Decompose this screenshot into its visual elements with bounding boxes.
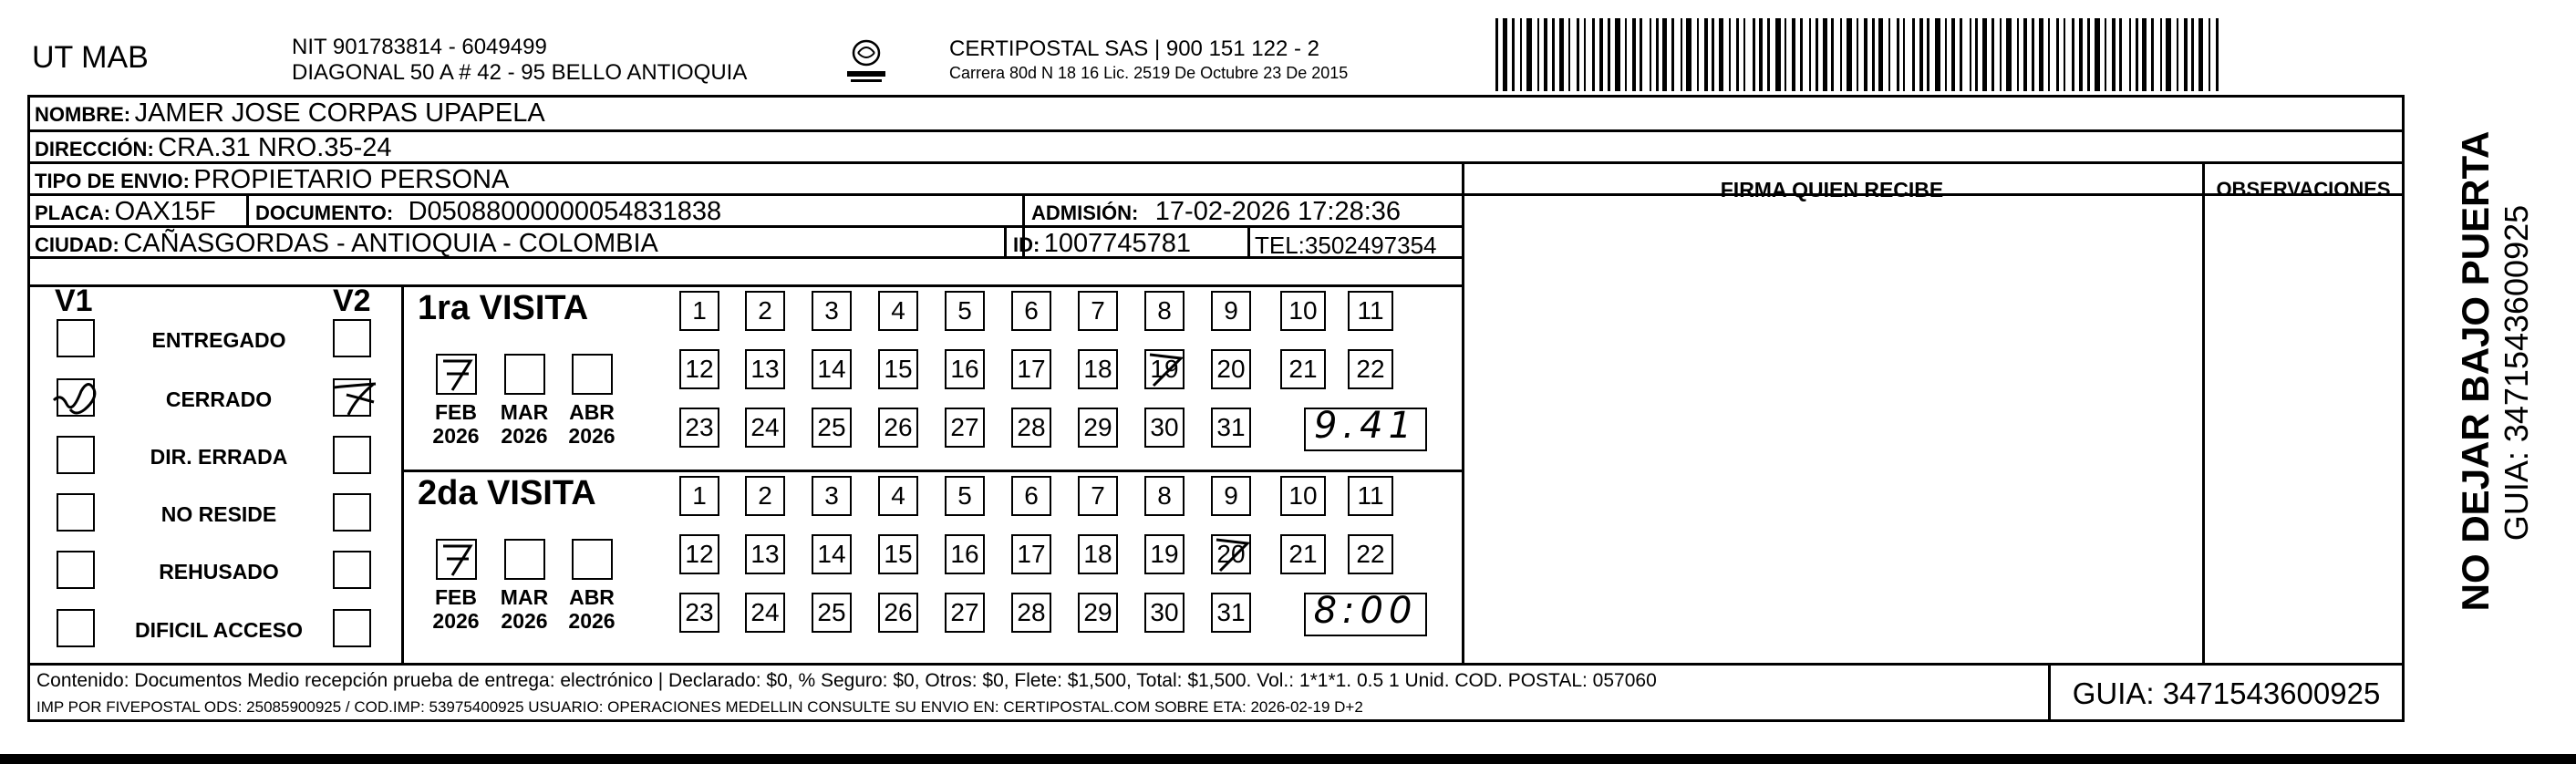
visit1-day-3[interactable]: 3 <box>812 291 852 331</box>
visit1-month-label-mar: MAR <box>500 400 549 424</box>
side-text-block <box>2407 91 2535 638</box>
visit2-day-7[interactable]: 7 <box>1078 476 1118 516</box>
visit2-month-box-abr[interactable] <box>572 539 613 580</box>
direccion-row <box>35 133 392 163</box>
visit2-day-10[interactable]: 10 <box>1280 476 1326 516</box>
ciudad-label: CIUDAD: <box>35 233 119 256</box>
status-label-dir-errada: DIR. ERRADA <box>150 445 288 469</box>
footer-content: Contenido: Documentos Medio recepción prueba de entrega: electrónico | Declarado: $0, % Seguro: $0, Otros: $0, Flete: $1,500, Total: $1,500. Vol.: 1*1*1. 0.5 1 Unid. COD. POSTAL: 057060 <box>36 670 1657 691</box>
status-label-cerrado: CERRADO <box>165 387 273 411</box>
documento-value: D05088000000054831838 <box>408 197 722 226</box>
v2-checkbox-dificil-acceso[interactable] <box>333 609 371 647</box>
visit1-day-17[interactable]: 17 <box>1011 349 1051 389</box>
visit1-month-box-mar[interactable] <box>504 354 545 395</box>
visit2-day-4[interactable]: 4 <box>878 476 918 516</box>
visit1-day-23[interactable]: 23 <box>679 408 719 448</box>
visit-title-2: 2da VISITA <box>418 474 596 512</box>
footer-guia: GUIA: 3471543600925 <box>2072 676 2381 710</box>
visit2-month-box-mar[interactable] <box>504 539 545 580</box>
admision-row <box>1031 197 1401 227</box>
visit1-day-4[interactable]: 4 <box>878 291 918 331</box>
no-dejar-bajo-puerta: NO DEJAR BAJO PUERTA <box>2454 130 2497 612</box>
visit1-day-28[interactable]: 28 <box>1011 408 1051 448</box>
status-label-rehusado: REHUSADO <box>159 560 279 583</box>
visit1-day-16[interactable]: 16 <box>945 349 985 389</box>
v1-handwritten-check <box>50 373 105 438</box>
visit2-month-mark <box>438 539 476 583</box>
visit1-year-label-mar: 2026 <box>501 424 548 448</box>
visit1-day-9[interactable]: 9 <box>1211 291 1251 331</box>
visit1-day-1[interactable]: 1 <box>679 291 719 331</box>
visit1-day-18[interactable]: 18 <box>1078 349 1118 389</box>
visit1-day-24[interactable]: 24 <box>745 408 785 448</box>
visit2-day-1[interactable]: 1 <box>679 476 719 516</box>
visit2-day-19[interactable]: 19 <box>1144 534 1185 574</box>
visit1-day-15[interactable]: 15 <box>878 349 918 389</box>
visit2-day-11[interactable]: 11 <box>1348 476 1393 516</box>
certipostal-logo <box>834 35 898 89</box>
visit1-month-box-abr[interactable] <box>572 354 613 395</box>
visit2-day-21[interactable]: 21 <box>1280 534 1326 574</box>
visit2-day-24[interactable]: 24 <box>745 593 785 633</box>
visit2-day-13[interactable]: 13 <box>745 534 785 574</box>
visit2-day-20[interactable]: 20 <box>1211 534 1251 574</box>
visit1-year-label-abr: 2026 <box>568 424 616 448</box>
visit2-day-27[interactable]: 27 <box>945 593 985 633</box>
id-label: ID: <box>1013 233 1040 256</box>
placa-row <box>35 197 216 227</box>
visit1-day-13[interactable]: 13 <box>745 349 785 389</box>
visit1-time-value: 9.41 <box>1313 405 1418 447</box>
ciudad-row <box>35 229 658 259</box>
visit2-year-label-mar: 2026 <box>501 609 548 633</box>
nombre-row <box>35 98 545 129</box>
visit2-day-2[interactable]: 2 <box>745 476 785 516</box>
visit1-year-label-feb: 2026 <box>432 424 480 448</box>
visit2-day-9[interactable]: 9 <box>1211 476 1251 516</box>
v1-checkbox-dir-errada[interactable] <box>57 436 95 474</box>
visit2-month-label-abr: ABR <box>569 585 615 609</box>
visit2-day-29[interactable]: 29 <box>1078 593 1118 633</box>
visit1-day-30[interactable]: 30 <box>1144 408 1185 448</box>
visit2-day-16[interactable]: 16 <box>945 534 985 574</box>
visit-title-1: 1ra VISITA <box>418 289 589 327</box>
v2-checkbox-rehusado[interactable] <box>333 551 371 589</box>
firma-header: FIRMA QUIEN RECIBE <box>1720 178 1944 201</box>
visit1-day-21[interactable]: 21 <box>1280 349 1326 389</box>
v2-checkbox-entregado[interactable] <box>333 319 371 357</box>
visit1-month-label-abr: ABR <box>569 400 615 424</box>
tipo-row <box>35 165 509 195</box>
ciudad-value: CAÑASGORDAS - ANTIOQUIA - COLOMBIA <box>123 229 658 258</box>
visit2-day-25[interactable]: 25 <box>812 593 852 633</box>
tipo-label: TIPO DE ENVIO: <box>35 170 190 192</box>
tipo-value: PROPIETARIO PERSONA <box>193 165 510 194</box>
visit2-day-mark <box>1213 534 1251 578</box>
visit1-day-5[interactable]: 5 <box>945 291 985 331</box>
visit1-day-26[interactable]: 26 <box>878 408 918 448</box>
visit1-day-7[interactable]: 7 <box>1078 291 1118 331</box>
v2-label: V2 <box>333 284 371 318</box>
visit2-year-label-feb: 2026 <box>432 609 480 633</box>
visit2-day-26[interactable]: 26 <box>878 593 918 633</box>
v1-checkbox-entregado[interactable] <box>57 319 95 357</box>
company-address: DIAGONAL 50 A # 42 - 95 BELLO ANTIOQUIA <box>292 60 748 85</box>
tel-value: TEL:3502497354 <box>1255 232 1437 259</box>
certipostal-title: CERTIPOSTAL SAS | 900 151 122 - 2 <box>949 36 1319 61</box>
visit1-day-11[interactable]: 11 <box>1348 291 1393 331</box>
placa-value: OAX15F <box>114 197 216 226</box>
v1-checkbox-dificil-acceso[interactable] <box>57 609 95 647</box>
visit1-day-19[interactable]: 19 <box>1144 349 1185 389</box>
v1-checkbox-rehusado[interactable] <box>57 551 95 589</box>
visit2-month-label-feb: FEB <box>435 585 477 609</box>
visit1-month-label-feb: FEB <box>435 400 477 424</box>
id-row <box>1013 229 1191 259</box>
visit1-day-25[interactable]: 25 <box>812 408 852 448</box>
documento-row <box>255 197 721 227</box>
visit1-day-31[interactable]: 31 <box>1211 408 1251 448</box>
visit2-day-23[interactable]: 23 <box>679 593 719 633</box>
visit1-day-22[interactable]: 22 <box>1348 349 1393 389</box>
direccion-label: DIRECCIÓN: <box>35 138 154 160</box>
visit2-day-28[interactable]: 28 <box>1011 593 1051 633</box>
nombre-label: NOMBRE: <box>35 103 131 126</box>
visit2-year-label-abr: 2026 <box>568 609 616 633</box>
placa-label: PLACA: <box>35 201 111 224</box>
v2-checkbox-no-reside[interactable] <box>333 493 371 532</box>
documento-label: DOCUMENTO: <box>255 201 394 224</box>
company-nit: NIT 901783814 - 6049499 <box>292 35 547 59</box>
visit1-day-mark <box>1146 349 1185 393</box>
visit1-month-mark <box>438 354 476 397</box>
visit1-day-6[interactable]: 6 <box>1011 291 1051 331</box>
admision-value: 17-02-2026 17:28:36 <box>1154 197 1402 226</box>
visit2-day-8[interactable]: 8 <box>1144 476 1185 516</box>
visit2-day-6[interactable]: 6 <box>1011 476 1051 516</box>
certipostal-license: Carrera 80d N 18 16 Lic. 2519 De Octubre 23 De 2015 <box>949 64 1349 82</box>
status-label-dificil-acceso: DIFICIL ACCESO <box>134 618 303 642</box>
admision-label: ADMISIÓN: <box>1031 201 1139 224</box>
status-label-no-reside: NO RESIDE <box>160 502 277 526</box>
visit2-day-12[interactable]: 12 <box>679 534 719 574</box>
visit1-day-2[interactable]: 2 <box>745 291 785 331</box>
visit1-day-12[interactable]: 12 <box>679 349 719 389</box>
status-label-entregado: ENTREGADO <box>151 328 286 352</box>
visit1-day-20[interactable]: 20 <box>1211 349 1251 389</box>
footer-imp: IMP POR FIVEPOSTAL ODS: 25085900925 / COD.IMP: 53975400925 USUARIO: OPERACIONES MEDELLIN CONSULTE SU ENVIO EN: CERTIPOSTAL.COM SOBRE ETA: 2026-02-19 D+2 <box>36 698 1363 716</box>
barcode <box>1495 18 2225 91</box>
visit1-day-29[interactable]: 29 <box>1078 408 1118 448</box>
visit2-day-18[interactable]: 18 <box>1078 534 1118 574</box>
visit2-day-15[interactable]: 15 <box>878 534 918 574</box>
company-name: UT MAB <box>32 40 149 75</box>
v1-checkbox-no-reside[interactable] <box>57 493 95 532</box>
v1-label: V1 <box>55 284 93 318</box>
visit2-day-30[interactable]: 30 <box>1144 593 1185 633</box>
visit2-day-14[interactable]: 14 <box>812 534 852 574</box>
bottom-rule <box>0 754 2576 764</box>
v2-checkbox-dir-errada[interactable] <box>333 436 371 474</box>
visit2-day-17[interactable]: 17 <box>1011 534 1051 574</box>
visit2-day-5[interactable]: 5 <box>945 476 985 516</box>
observaciones-header: OBSERVACIONES <box>2216 178 2391 201</box>
visit2-day-3[interactable]: 3 <box>812 476 852 516</box>
id-value: 1007745781 <box>1043 229 1192 258</box>
nombre-value: JAMER JOSE CORPAS UPAPELA <box>134 98 545 128</box>
visit1-day-8[interactable]: 8 <box>1144 291 1185 331</box>
visit2-day-22[interactable]: 22 <box>1348 534 1393 574</box>
visit2-day-31[interactable]: 31 <box>1211 593 1251 633</box>
visit1-day-14[interactable]: 14 <box>812 349 852 389</box>
visit2-time-value: 8:00 <box>1313 590 1418 632</box>
v2-handwritten-check <box>328 375 383 429</box>
visit2-month-label-mar: MAR <box>500 585 549 609</box>
side-guia: GUIA: 3471543600925 <box>2498 204 2535 542</box>
direccion-value: CRA.31 NRO.35-24 <box>158 133 392 162</box>
visit1-day-27[interactable]: 27 <box>945 408 985 448</box>
visit1-day-10[interactable]: 10 <box>1280 291 1326 331</box>
